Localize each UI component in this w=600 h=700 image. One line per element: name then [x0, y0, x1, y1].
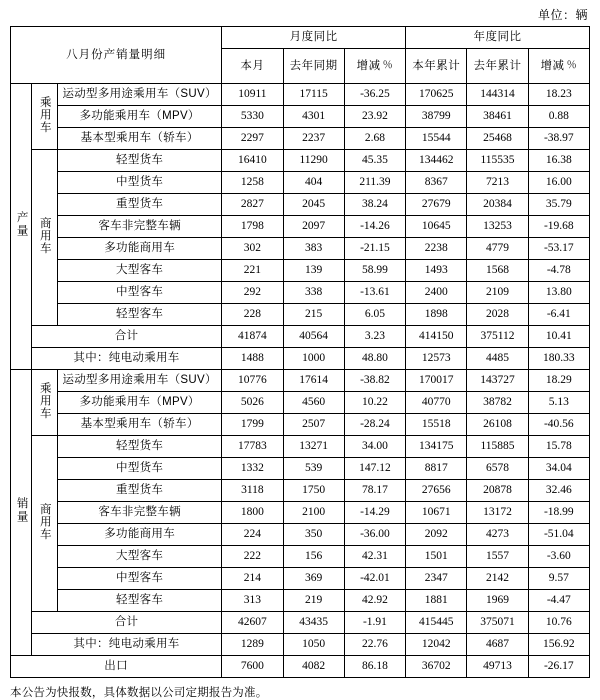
- cell-year-current: 415445: [406, 612, 467, 634]
- table-row: [11, 150, 590, 172]
- cell-year-current: 134175: [406, 436, 467, 458]
- cell-year-lastyear: 2028: [467, 304, 528, 326]
- cell-year-current: 36702: [406, 656, 467, 678]
- cell-month-lastyear: 11290: [283, 150, 344, 172]
- cell-year-change: 32.46: [528, 480, 589, 502]
- cell-month-change: -36.00: [344, 524, 405, 546]
- header-group-year: 年度同比: [406, 27, 590, 49]
- cell-month-current: 228: [222, 304, 283, 326]
- cell-month-lastyear: 338: [283, 282, 344, 304]
- cell-month-current: 3118: [222, 480, 283, 502]
- ev-label: 其中：纯电动乘用车: [31, 348, 221, 370]
- table-row: [11, 458, 590, 480]
- cell-month-change: -36.25: [344, 84, 405, 106]
- cell-month-current: 41874: [222, 326, 283, 348]
- cell-month-change: 42.92: [344, 590, 405, 612]
- cell-year-change: 10.76: [528, 612, 589, 634]
- table-row: [11, 480, 590, 502]
- cell-month-lastyear: 1050: [283, 634, 344, 656]
- cell-year-change: -4.47: [528, 590, 589, 612]
- cell-year-change: 9.57: [528, 568, 589, 590]
- cell-month-current: 1258: [222, 172, 283, 194]
- row-label: 运动型多用途乘用车（SUV）: [58, 370, 222, 392]
- cell-year-lastyear: 38782: [467, 392, 528, 414]
- header-year-current: [406, 49, 467, 84]
- cell-month-lastyear: 4560: [283, 392, 344, 414]
- row-label: 大型客车: [58, 546, 222, 568]
- cell-month-lastyear: 4082: [283, 656, 344, 678]
- cell-month-change: -21.15: [344, 238, 405, 260]
- cell-month-current: 1488: [222, 348, 283, 370]
- cell-year-current: 15518: [406, 414, 467, 436]
- table-row: [11, 370, 590, 392]
- cell-year-lastyear: 1969: [467, 590, 528, 612]
- row-label: 中型客车: [58, 282, 222, 304]
- cell-month-lastyear: 1000: [283, 348, 344, 370]
- cell-month-lastyear: 4301: [283, 106, 344, 128]
- cell-year-change: -53.17: [528, 238, 589, 260]
- row-label: 重型货车: [58, 194, 222, 216]
- cell-year-change: -6.41: [528, 304, 589, 326]
- cell-month-change: -14.26: [344, 216, 405, 238]
- cell-month-change: 34.00: [344, 436, 405, 458]
- cell-year-lastyear: 115885: [467, 436, 528, 458]
- table-row: [11, 304, 590, 326]
- row-label: 运动型多用途乘用车（SUV）: [58, 84, 222, 106]
- cell-month-change: 211.39: [344, 172, 405, 194]
- row-label: 多功能商用车: [58, 238, 222, 260]
- cell-year-change: 0.88: [528, 106, 589, 128]
- group-label: 商用车: [31, 436, 57, 612]
- cell-year-change: 18.23: [528, 84, 589, 106]
- cell-year-change: 35.79: [528, 194, 589, 216]
- table-title: 八月份产销量明细: [11, 27, 222, 84]
- cell-year-lastyear: 20384: [467, 194, 528, 216]
- cell-month-change: 42.31: [344, 546, 405, 568]
- cell-month-current: 17783: [222, 436, 283, 458]
- cell-year-lastyear: 375071: [467, 612, 528, 634]
- group-label: 乘用车: [31, 84, 57, 150]
- cell-year-change: 10.41: [528, 326, 589, 348]
- cell-year-lastyear: 1568: [467, 260, 528, 282]
- export-label: 出口: [11, 656, 222, 678]
- cell-year-current: 27679: [406, 194, 467, 216]
- cell-month-change: 78.17: [344, 480, 405, 502]
- cell-month-change: -42.01: [344, 568, 405, 590]
- cell-year-lastyear: 375112: [467, 326, 528, 348]
- cell-year-change: 180.33: [528, 348, 589, 370]
- cell-month-change: 147.12: [344, 458, 405, 480]
- cell-year-current: 2347: [406, 568, 467, 590]
- cell-year-change: -40.56: [528, 414, 589, 436]
- table-row: [11, 436, 590, 458]
- cell-year-current: 170017: [406, 370, 467, 392]
- production-sales-table: [10, 26, 590, 678]
- cell-year-change: -3.60: [528, 546, 589, 568]
- export-row: [11, 656, 590, 678]
- unit-note: 单位：辆: [537, 8, 588, 22]
- cell-year-change: -19.68: [528, 216, 589, 238]
- cell-month-current: 221: [222, 260, 283, 282]
- row-label: 轻型货车: [58, 150, 222, 172]
- cell-year-lastyear: 143727: [467, 370, 528, 392]
- cell-month-current: 1332: [222, 458, 283, 480]
- cell-month-lastyear: 2100: [283, 502, 344, 524]
- section-label-1: 产量: [11, 84, 32, 370]
- cell-year-change: 16.00: [528, 172, 589, 194]
- table-row: [11, 546, 590, 568]
- table-row: [11, 590, 590, 612]
- header-year-lastyear: [467, 49, 528, 84]
- cell-month-lastyear: 17614: [283, 370, 344, 392]
- table-row: [11, 524, 590, 546]
- cell-month-current: 7600: [222, 656, 283, 678]
- cell-month-change: 22.76: [344, 634, 405, 656]
- cell-month-change: -1.91: [344, 612, 405, 634]
- cell-month-lastyear: 369: [283, 568, 344, 590]
- table-row: [11, 502, 590, 524]
- header-year-current-text: 本年累计: [412, 59, 461, 72]
- table-row: [11, 260, 590, 282]
- cell-year-current: 8817: [406, 458, 467, 480]
- cell-year-lastyear: 4273: [467, 524, 528, 546]
- cell-year-change: -18.99: [528, 502, 589, 524]
- cell-year-current: 10671: [406, 502, 467, 524]
- header-year-change-text: 增减: [540, 59, 565, 72]
- cell-month-current: 302: [222, 238, 283, 260]
- cell-year-current: 12042: [406, 634, 467, 656]
- footnote: 本公告为快报数，具体数据以公司定期报告为准。: [10, 687, 268, 699]
- cell-year-lastyear: 25468: [467, 128, 528, 150]
- cell-month-current: 1798: [222, 216, 283, 238]
- cell-month-change: -13.61: [344, 282, 405, 304]
- table-row: [11, 568, 590, 590]
- ev-label: 其中：纯电动乘用车: [31, 634, 221, 656]
- cell-month-current: 5026: [222, 392, 283, 414]
- cell-month-current: 10776: [222, 370, 283, 392]
- section-label-2: 销量: [11, 370, 32, 656]
- cell-month-current: 42607: [222, 612, 283, 634]
- cell-month-current: 5330: [222, 106, 283, 128]
- cell-month-change: -28.24: [344, 414, 405, 436]
- cell-month-current: 1800: [222, 502, 283, 524]
- ev-row: [11, 634, 590, 656]
- cell-month-change: -38.82: [344, 370, 405, 392]
- cell-month-lastyear: 2097: [283, 216, 344, 238]
- cell-month-current: 292: [222, 282, 283, 304]
- table-row: [11, 414, 590, 436]
- cell-month-lastyear: 215: [283, 304, 344, 326]
- row-label: 中型客车: [58, 568, 222, 590]
- cell-month-lastyear: 13271: [283, 436, 344, 458]
- cell-month-current: 2297: [222, 128, 283, 150]
- cell-year-change: 13.80: [528, 282, 589, 304]
- cell-year-lastyear: 4779: [467, 238, 528, 260]
- percent-sign-year: ％: [566, 59, 578, 71]
- cell-year-current: 10645: [406, 216, 467, 238]
- cell-year-change: 16.38: [528, 150, 589, 172]
- total-row: [11, 612, 590, 634]
- cell-month-current: 1289: [222, 634, 283, 656]
- cell-year-change: 18.29: [528, 370, 589, 392]
- cell-year-lastyear: 4485: [467, 348, 528, 370]
- cell-month-change: 3.23: [344, 326, 405, 348]
- row-label: 基本型乘用车（轿车）: [58, 128, 222, 150]
- cell-year-current: 2092: [406, 524, 467, 546]
- cell-month-current: 222: [222, 546, 283, 568]
- cell-year-current: 15544: [406, 128, 467, 150]
- cell-year-lastyear: 115535: [467, 150, 528, 172]
- cell-month-lastyear: 40564: [283, 326, 344, 348]
- cell-year-current: 27656: [406, 480, 467, 502]
- cell-year-current: 2400: [406, 282, 467, 304]
- group-label: 乘用车: [31, 370, 57, 436]
- cell-year-current: 1898: [406, 304, 467, 326]
- ev-row: [11, 348, 590, 370]
- row-label: 多功能乘用车（MPV）: [58, 392, 222, 414]
- cell-year-lastyear: 7213: [467, 172, 528, 194]
- cell-month-change: 45.35: [344, 150, 405, 172]
- header-month-current: 本月: [222, 49, 283, 84]
- cell-month-lastyear: 43435: [283, 612, 344, 634]
- cell-month-lastyear: 139: [283, 260, 344, 282]
- table-row: [11, 128, 590, 150]
- cell-year-lastyear: 2109: [467, 282, 528, 304]
- cell-month-lastyear: 404: [283, 172, 344, 194]
- cell-year-current: 38799: [406, 106, 467, 128]
- cell-month-current: 1799: [222, 414, 283, 436]
- cell-year-current: 1493: [406, 260, 467, 282]
- cell-month-change: -14.29: [344, 502, 405, 524]
- cell-year-current: 1501: [406, 546, 467, 568]
- total-label: 合计: [31, 612, 221, 634]
- cell-year-lastyear: 13172: [467, 502, 528, 524]
- cell-month-lastyear: 350: [283, 524, 344, 546]
- group-label: 商用车: [31, 150, 57, 326]
- cell-month-change: 58.99: [344, 260, 405, 282]
- cell-month-change: 10.22: [344, 392, 405, 414]
- cell-year-change: -38.97: [528, 128, 589, 150]
- cell-year-current: 1881: [406, 590, 467, 612]
- cell-month-lastyear: 539: [283, 458, 344, 480]
- cell-year-current: 2238: [406, 238, 467, 260]
- cell-year-change: -51.04: [528, 524, 589, 546]
- cell-year-change: 34.04: [528, 458, 589, 480]
- header-year-change: [528, 49, 589, 84]
- cell-year-lastyear: 26108: [467, 414, 528, 436]
- cell-year-current: 134462: [406, 150, 467, 172]
- cell-year-change: -4.78: [528, 260, 589, 282]
- table-row: [11, 216, 590, 238]
- cell-month-current: 214: [222, 568, 283, 590]
- cell-month-change: 23.92: [344, 106, 405, 128]
- row-label: 大型客车: [58, 260, 222, 282]
- cell-year-lastyear: 4687: [467, 634, 528, 656]
- cell-month-change: 38.24: [344, 194, 405, 216]
- cell-year-change: 5.13: [528, 392, 589, 414]
- cell-year-change: -26.17: [528, 656, 589, 678]
- table-row: [11, 194, 590, 216]
- cell-year-current: 414150: [406, 326, 467, 348]
- row-label: 轻型客车: [58, 590, 222, 612]
- cell-month-lastyear: 2237: [283, 128, 344, 150]
- cell-year-change: 15.78: [528, 436, 589, 458]
- row-label: 多功能商用车: [58, 524, 222, 546]
- percent-sign-month: ％: [382, 59, 394, 71]
- table-row: [11, 172, 590, 194]
- table-row: [11, 392, 590, 414]
- header-month-lastyear-text: 去年同期: [289, 59, 338, 72]
- header-month-change-text: 增减: [356, 59, 381, 72]
- row-label: 多功能乘用车（MPV）: [58, 106, 222, 128]
- cell-month-current: 16410: [222, 150, 283, 172]
- table-row: [11, 282, 590, 304]
- table-row: [11, 84, 590, 106]
- cell-year-lastyear: 13253: [467, 216, 528, 238]
- header-year-lastyear-text: 去年累计: [473, 59, 522, 72]
- cell-month-lastyear: 17115: [283, 84, 344, 106]
- total-row: [11, 326, 590, 348]
- cell-year-lastyear: 144314: [467, 84, 528, 106]
- cell-month-current: 2827: [222, 194, 283, 216]
- cell-year-current: 40770: [406, 392, 467, 414]
- row-label: 重型货车: [58, 480, 222, 502]
- cell-month-current: 10911: [222, 84, 283, 106]
- row-label: 轻型客车: [58, 304, 222, 326]
- cell-year-change: 156.92: [528, 634, 589, 656]
- row-label: 客车非完整车辆: [58, 502, 222, 524]
- row-label: 客车非完整车辆: [58, 216, 222, 238]
- table-row: [11, 238, 590, 260]
- table-body: [11, 84, 590, 678]
- cell-month-current: 224: [222, 524, 283, 546]
- cell-month-change: 48.80: [344, 348, 405, 370]
- cell-month-change: 2.68: [344, 128, 405, 150]
- cell-month-lastyear: 2507: [283, 414, 344, 436]
- cell-month-lastyear: 156: [283, 546, 344, 568]
- total-label: 合计: [31, 326, 221, 348]
- cell-month-lastyear: 219: [283, 590, 344, 612]
- cell-year-lastyear: 2142: [467, 568, 528, 590]
- header-month-change: [344, 49, 405, 84]
- cell-month-lastyear: 1750: [283, 480, 344, 502]
- header-month-lastyear: [283, 49, 344, 84]
- header-group-month: 月度同比: [222, 27, 406, 49]
- row-label: 中型货车: [58, 172, 222, 194]
- cell-year-lastyear: 38461: [467, 106, 528, 128]
- cell-year-current: 12573: [406, 348, 467, 370]
- cell-month-current: 313: [222, 590, 283, 612]
- cell-month-lastyear: 2045: [283, 194, 344, 216]
- cell-year-current: 170625: [406, 84, 467, 106]
- table-header-row-1: [11, 27, 590, 49]
- cell-year-lastyear: 49713: [467, 656, 528, 678]
- cell-year-lastyear: 1557: [467, 546, 528, 568]
- cell-month-lastyear: 383: [283, 238, 344, 260]
- row-label: 中型货车: [58, 458, 222, 480]
- row-label: 基本型乘用车（轿车）: [58, 414, 222, 436]
- cell-month-change: 6.05: [344, 304, 405, 326]
- cell-year-current: 8367: [406, 172, 467, 194]
- cell-year-lastyear: 20878: [467, 480, 528, 502]
- cell-month-change: 86.18: [344, 656, 405, 678]
- row-label: 轻型货车: [58, 436, 222, 458]
- table-row: [11, 106, 590, 128]
- cell-year-lastyear: 6578: [467, 458, 528, 480]
